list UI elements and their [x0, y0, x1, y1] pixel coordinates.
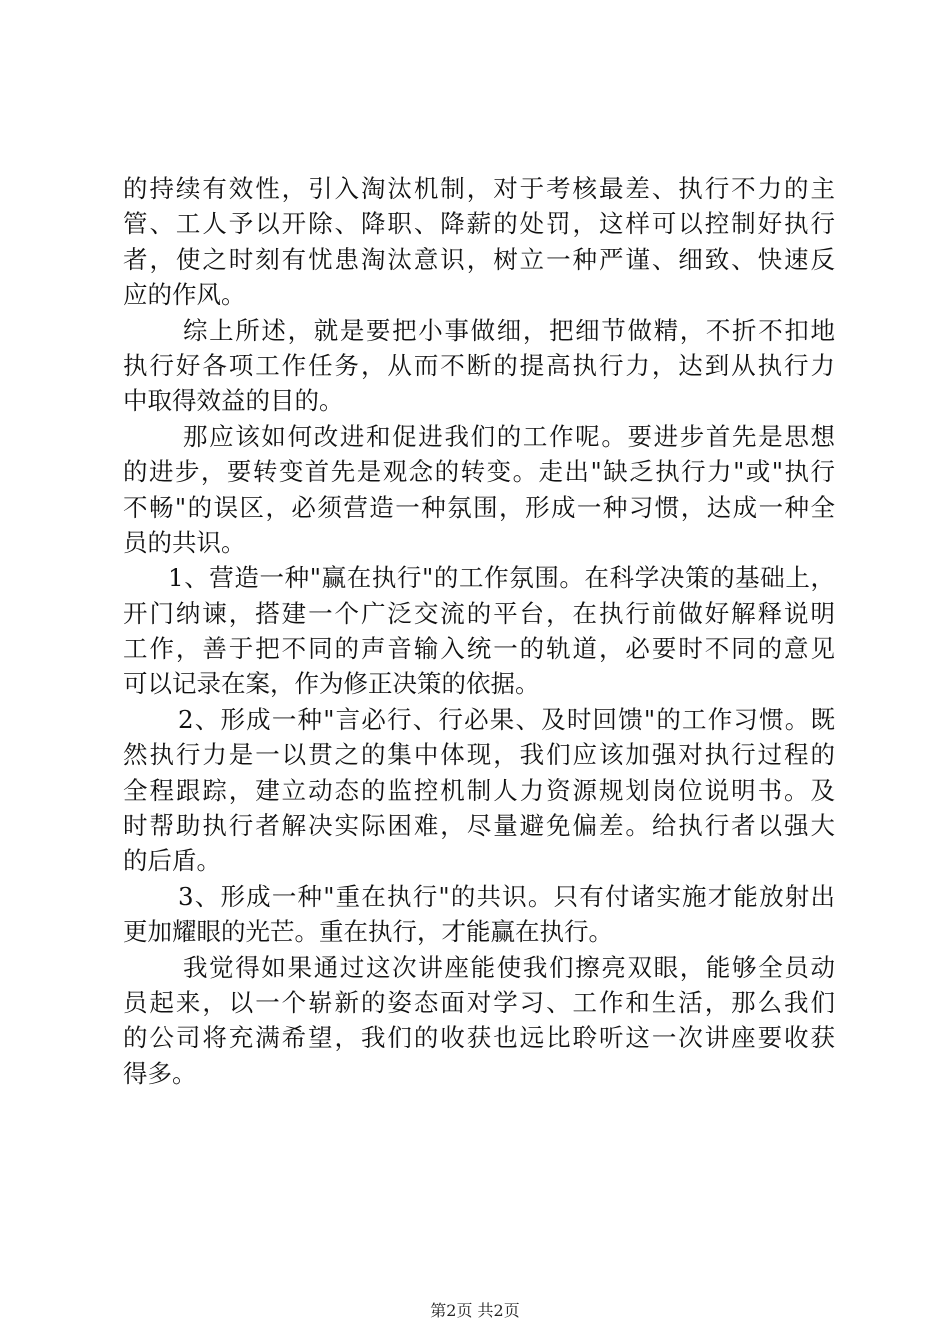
- text-line: 执行好各项工作任务，从而不断的提高执行力，达到从执行力: [123, 350, 835, 380]
- text-line: 不畅"的误区，必须营造一种氛围，形成一种习惯，达成一种全: [123, 492, 835, 522]
- text-line: 管、工人予以开除、降职、降薪的处罚，这样可以控制好执行: [123, 209, 835, 239]
- text-line: 1、营造一种"赢在执行"的工作氛围。在科学决策的基础上，: [168, 563, 835, 593]
- paragraph: [123, 950, 835, 1092]
- paragraph: [123, 560, 835, 702]
- text-line: 可以记录在案，作为修正决策的依据。: [123, 669, 540, 699]
- text-line: 的持续有效性，引入淘汰机制，对于考核最差、执行不力的主: [123, 174, 835, 203]
- text-line: 综上所述，就是要把小事做细，把细节做精，不折不扣地: [183, 315, 835, 345]
- text-line: 员起来，以一个崭新的姿态面对学习、工作和生活，那么我们: [123, 987, 835, 1017]
- paragraph: [123, 702, 835, 879]
- text-line: 我觉得如果通过这次讲座能使我们擦亮双眼，能够全员动: [183, 952, 835, 982]
- text-line: 中取得效益的目的。: [123, 386, 344, 416]
- text-line: 更加耀眼的光芒。重在执行，才能赢在执行。: [123, 917, 613, 947]
- paragraph: [123, 419, 835, 561]
- text-line: 3、形成一种"重在执行"的共识。只有付诸实施才能放射出: [178, 881, 835, 911]
- text-line: 得多。: [123, 1058, 197, 1088]
- text-line: 时帮助执行者解决实际困难，尽量避免偏差。给执行者以强大: [123, 811, 835, 841]
- text-line: 那应该如何改进和促进我们的工作呢。要进步首先是思想: [183, 421, 835, 451]
- text-line: 的进步，要转变首先是观念的转变。走出"缺乏执行力"或"执行: [123, 457, 835, 487]
- paragraph: [123, 313, 835, 419]
- text-line: 开门纳谏，搭建一个广泛交流的平台，在执行前做好解释说明: [123, 598, 835, 628]
- paragraph: [123, 879, 835, 950]
- text-line: 者，使之时刻有忧患淘汰意识，树立一种严谨、细致、快速反: [123, 244, 835, 274]
- text-line: 然执行力是一以贯之的集中体现，我们应该加强对执行过程的: [123, 740, 835, 770]
- page-footer: 第2页 共2页: [430, 1301, 520, 1320]
- paragraph: [123, 171, 835, 313]
- text-line: 应的作风。: [123, 280, 246, 310]
- text-line: 的公司将充满希望，我们的收获也远比聆听这一次讲座要收获: [123, 1023, 835, 1053]
- text-line: 员的共识。: [123, 527, 246, 557]
- text-line: 工作，善于把不同的声音输入统一的轨道，必要时不同的意见: [123, 634, 835, 664]
- text-line: 的后盾。: [123, 846, 221, 876]
- text-line: 2、形成一种"言必行、行必果、及时回馈"的工作习惯。既: [178, 704, 835, 734]
- document-body: [123, 171, 835, 1091]
- text-line: 全程跟踪，建立动态的监控机制人力资源规划岗位说明书。及: [123, 775, 835, 805]
